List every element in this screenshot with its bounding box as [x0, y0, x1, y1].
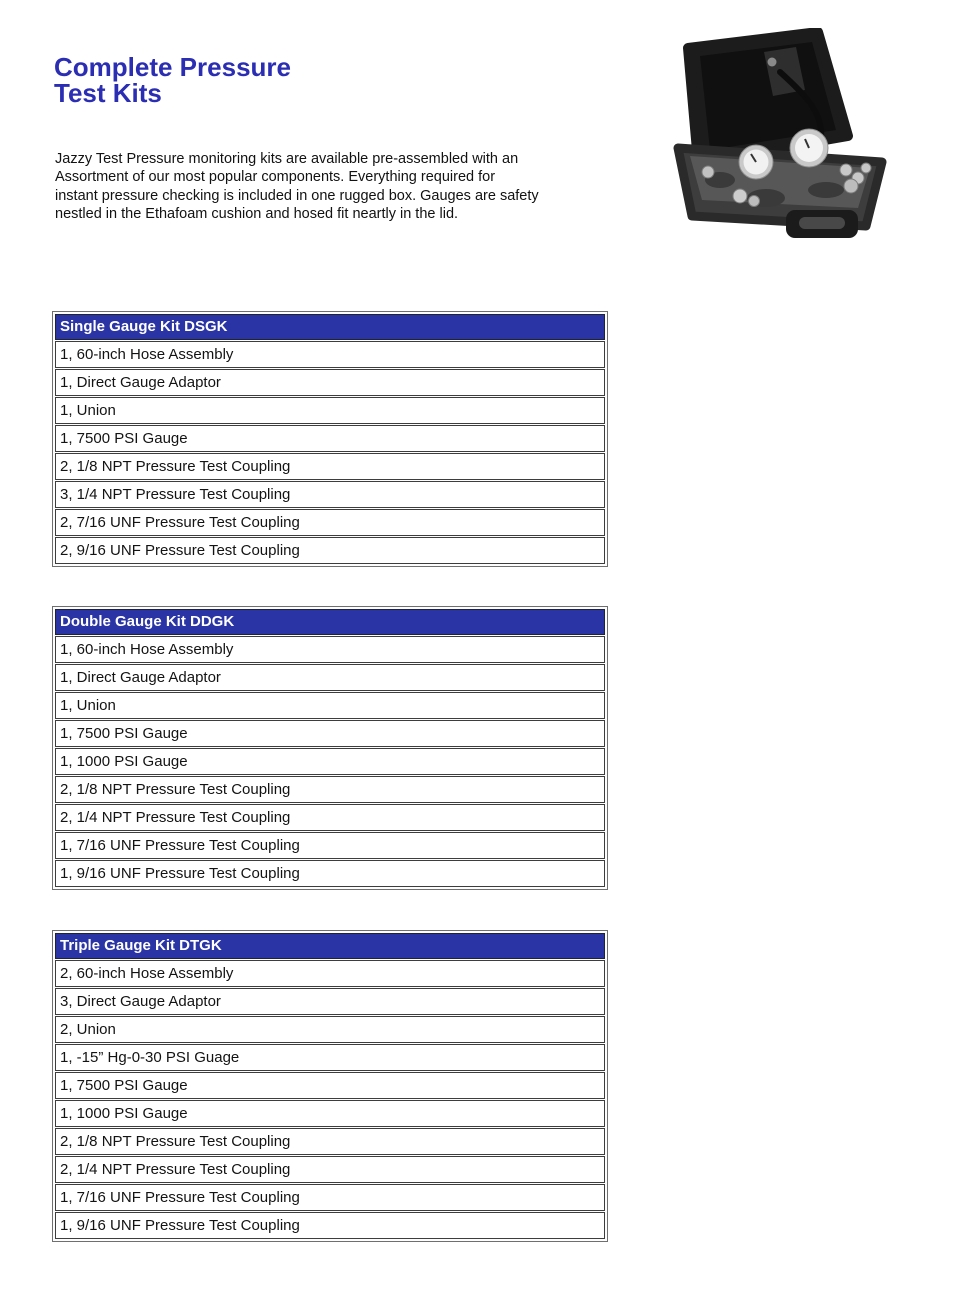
- table-row: 1, 7500 PSI Gauge: [55, 425, 605, 452]
- coupling: [749, 196, 760, 207]
- table-row: 1, Union: [55, 397, 605, 424]
- table-row: 1, Union: [55, 692, 605, 719]
- table-row: 1, 60-inch Hose Assembly: [55, 341, 605, 368]
- lid-gauge-fitting: [768, 58, 777, 67]
- table-row: 2, 1/8 NPT Pressure Test Coupling: [55, 1128, 605, 1155]
- table-row: 2, Union: [55, 1016, 605, 1043]
- table-row: 2, 1/4 NPT Pressure Test Coupling: [55, 804, 605, 831]
- foam-recess: [808, 182, 844, 198]
- coupling: [844, 179, 858, 193]
- coupling: [702, 166, 714, 178]
- table-row: 2, 1/8 NPT Pressure Test Coupling: [55, 453, 605, 480]
- table-row: 1, 60-inch Hose Assembly: [55, 636, 605, 663]
- table-header: Single Gauge Kit DSGK: [55, 314, 605, 340]
- page-title: [54, 54, 291, 106]
- table-row: 1, Direct Gauge Adaptor: [55, 369, 605, 396]
- table-row: 3, 1/4 NPT Pressure Test Coupling: [55, 481, 605, 508]
- coupling: [861, 163, 871, 173]
- kit-table-triple-gauge: [52, 930, 608, 1242]
- table-row: 2, 60-inch Hose Assembly: [55, 960, 605, 987]
- table-row: 3, Direct Gauge Adaptor: [55, 988, 605, 1015]
- page-title-line-2: Test Kits: [54, 78, 162, 108]
- table-row: 1, 7/16 UNF Pressure Test Coupling: [55, 832, 605, 859]
- table-row: 2, 1/4 NPT Pressure Test Coupling: [55, 1156, 605, 1183]
- coupling: [840, 164, 852, 176]
- table-row: 1, 7/16 UNF Pressure Test Coupling: [55, 1184, 605, 1211]
- table-row: 1, -15” Hg-0-30 PSI Guage: [55, 1044, 605, 1071]
- coupling: [733, 189, 747, 203]
- table-row: 1, 9/16 UNF Pressure Test Coupling: [55, 1212, 605, 1239]
- table-row: 1, Direct Gauge Adaptor: [55, 664, 605, 691]
- table-row: 1, 7500 PSI Gauge: [55, 1072, 605, 1099]
- table-row: 2, 1/8 NPT Pressure Test Coupling: [55, 776, 605, 803]
- case-handle-opening: [799, 217, 845, 229]
- table-header: Double Gauge Kit DDGK: [55, 609, 605, 635]
- intro-line: Assortment of our most popular components. Everything required for: [55, 169, 496, 186]
- kit-table-double-gauge: [52, 606, 608, 890]
- intro-line: instant pressure checking is included in one rugged box. Gauges are safety: [55, 187, 539, 204]
- table-row: 2, 7/16 UNF Pressure Test Coupling: [55, 509, 605, 536]
- page-title-line-1: Complete Pressure: [54, 52, 291, 82]
- intro-line: nestled in the Ethafoam cushion and hosed fit neartly in the lid.: [55, 205, 459, 222]
- table-header: Triple Gauge Kit DTGK: [55, 933, 605, 959]
- intro-line: Jazzy Test Pressure monitoring kits are available pre-assembled with an: [55, 151, 519, 167]
- table-row: 1, 1000 PSI Gauge: [55, 1100, 605, 1127]
- product-photo-test-kit-case: [668, 28, 904, 244]
- table-row: 1, 1000 PSI Gauge: [55, 748, 605, 775]
- intro-paragraph: [55, 150, 539, 223]
- table-row: 1, 7500 PSI Gauge: [55, 720, 605, 747]
- kit-table-single-gauge: [52, 311, 608, 567]
- table-row: 2, 9/16 UNF Pressure Test Coupling: [55, 537, 605, 564]
- table-row: 1, 9/16 UNF Pressure Test Coupling: [55, 860, 605, 887]
